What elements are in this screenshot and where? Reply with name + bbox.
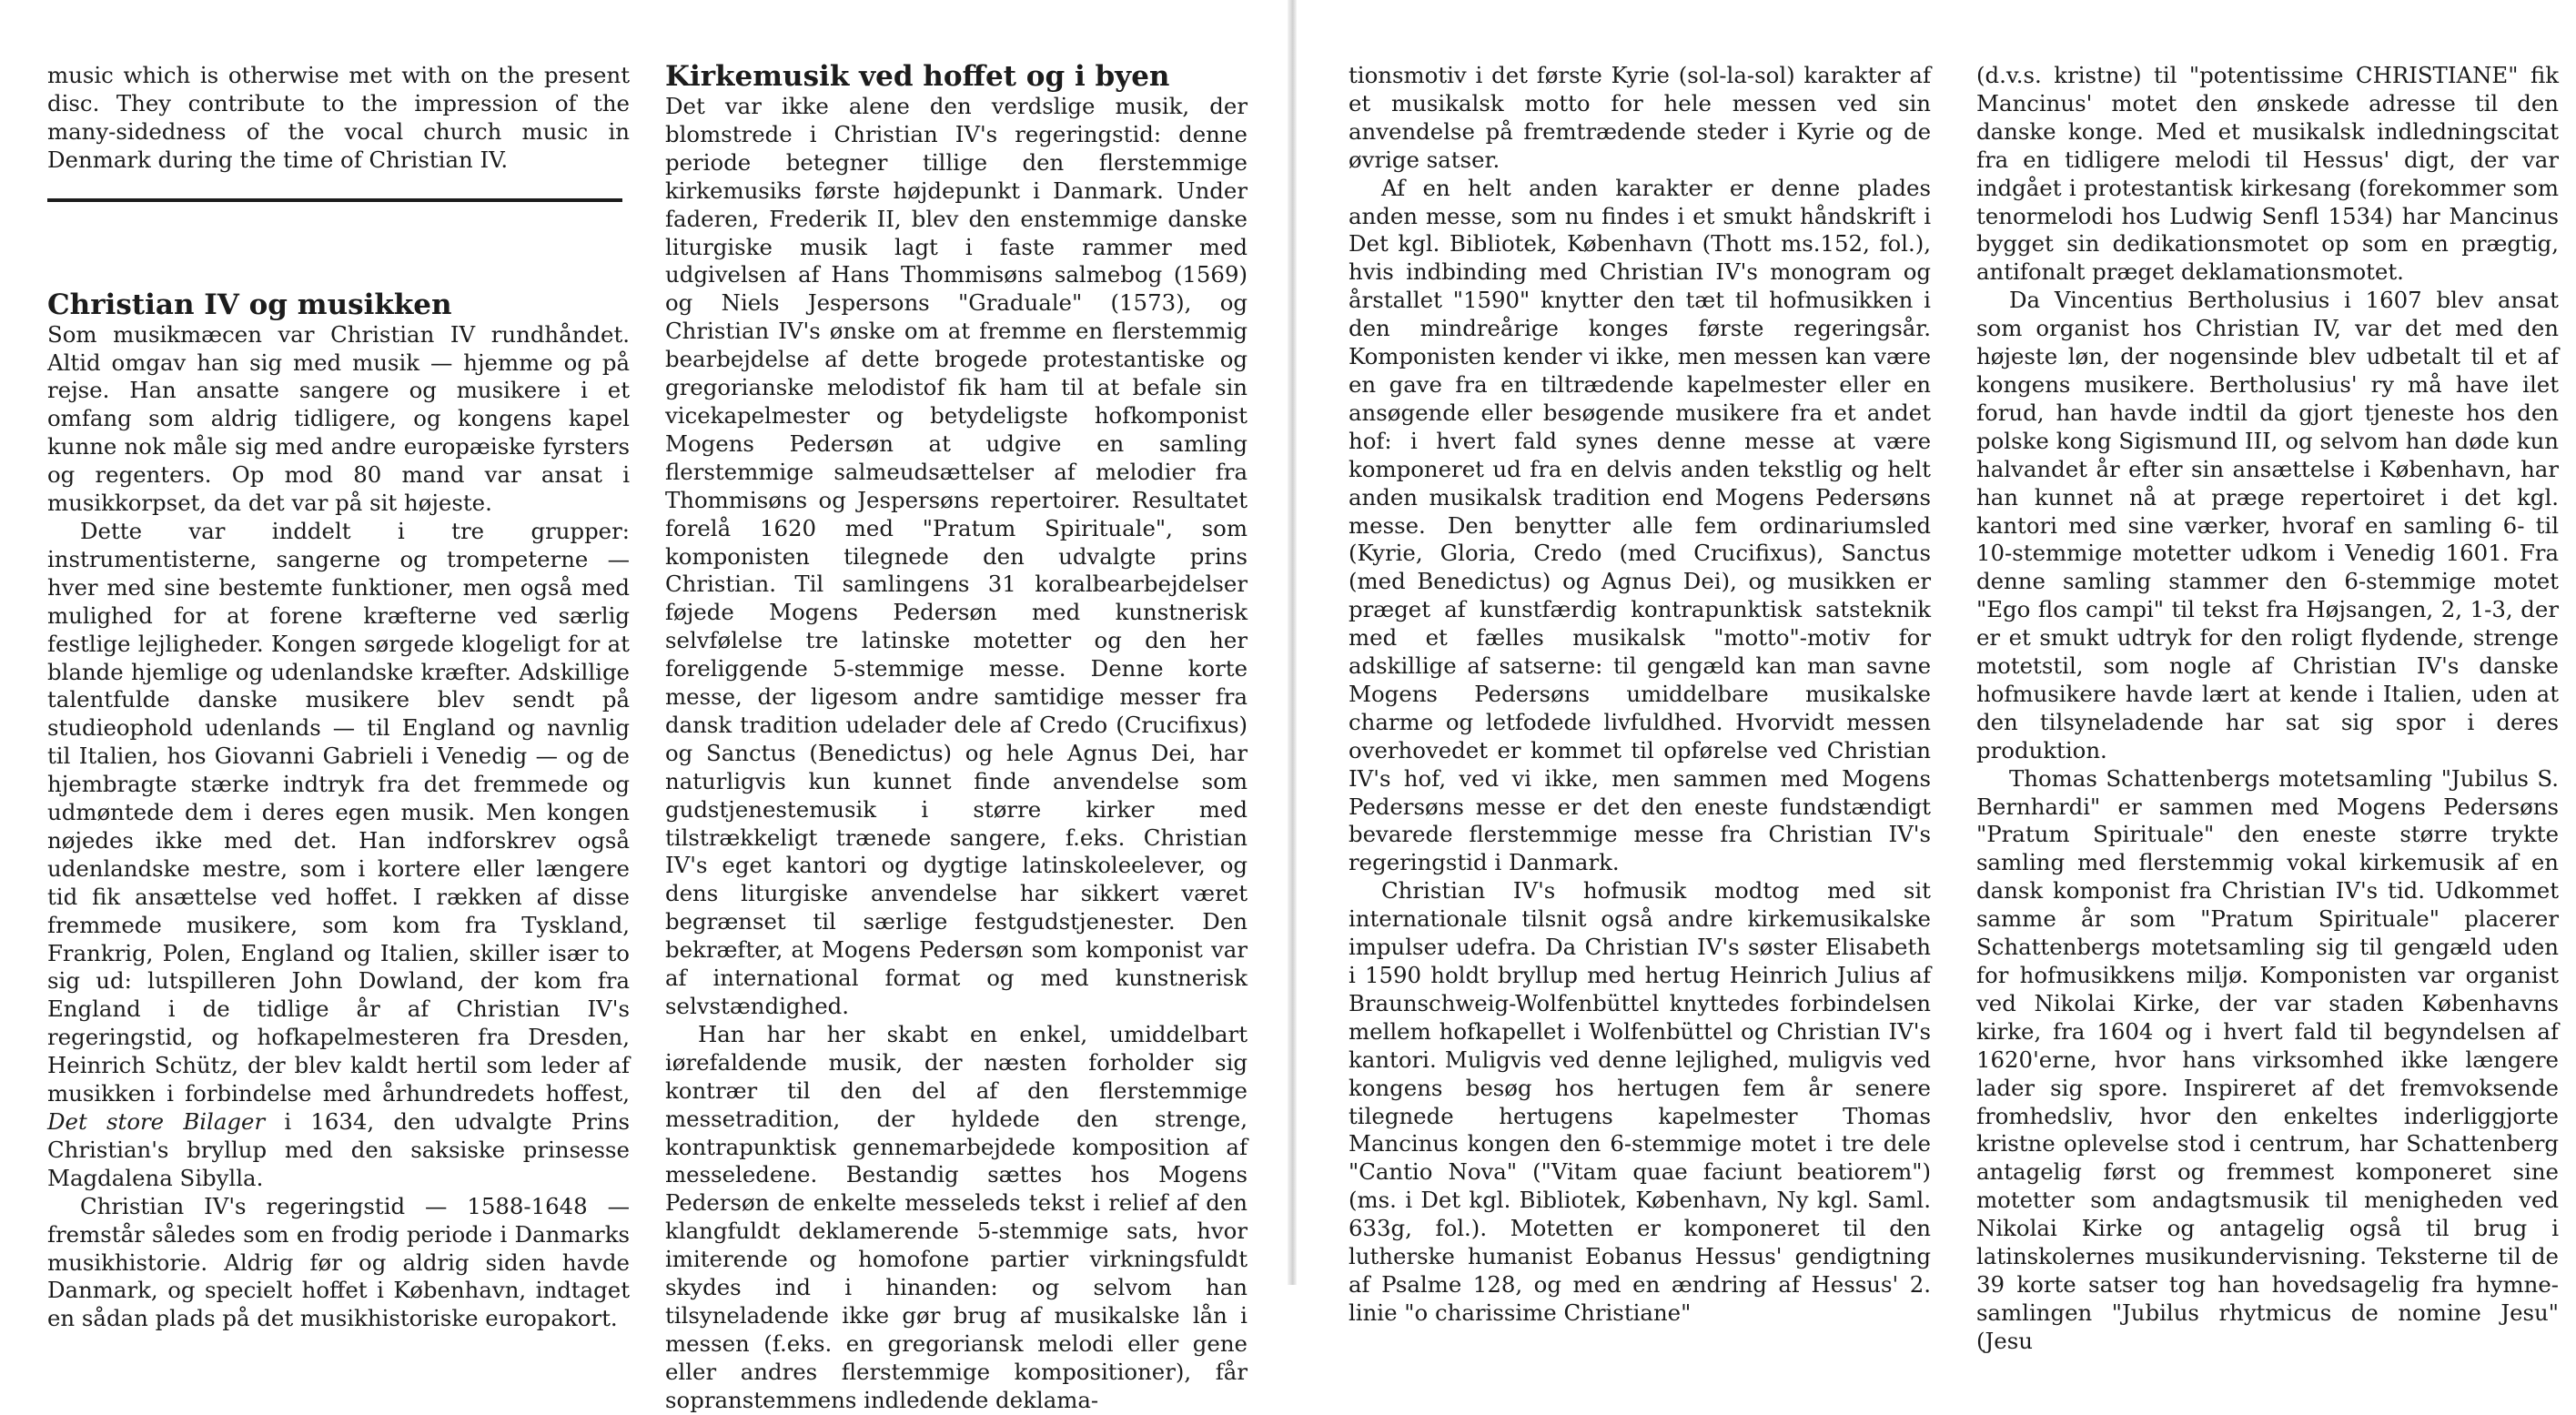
section-heading-kirkemusik: Kirkemusik ved hoffet og i byen bbox=[665, 60, 1170, 93]
section-divider bbox=[47, 198, 622, 202]
paragraph: tionsmotiv i det første Kyrie (sol-la-sol) karakter af et musikalsk motto for hele messen ved sin anvendelse på fremtrædende steder i Kyrie og de øvrige satser. bbox=[1349, 62, 1931, 173]
paragraph: Som musikmæcen var Christian IV rundhåndet. Altid omgav han sig med musik — hjemme og på rejse. Han ansatte sangere og musikere i et omfang som aldrig tidligere, og kongens kapel kunne nok måle sig med andre europæiske fyrsters og regenters. Op mod 80 mand var ansat i musikkorpset, da det var på sit højeste. bbox=[47, 320, 630, 517]
italic-title-det-store-bilager: Det store Bilager bbox=[47, 1108, 266, 1135]
paragraph: Christian IV's hofmusik modtog med sit internationale tilsnit også andre kirkemusikalske impulser udefra. Da Christian IV's søster Elisabeth i 1590 holdt bryllup med hertug Heinrich Julius af Braunschweig-Wolfenbüttel knyttedes forbindelsen mellem hofkapellet i Wolfenbüttel og Christian IV's kantori. Muligvis ved denne lejlighed, muligvis ved kongens besøg hos hertugen fem år senere tilegnede hertugens kapelmester Thomas Mancinus kongen den 6-stemmige motet i tre dele "Cantio Nova" ("Vitam quae faciunt beatiorem") (ms. i Det kgl. Bibliotek, København, Ny kgl. Saml. 633g, fol.). Motetten er komponeret til den lutherske humanist Eobanus Hessus' gendigtning af Psalme 128, og med en ændring af Hessus' 2. linie "o charissime Christiane" bbox=[1349, 877, 1931, 1326]
column-3 bbox=[1349, 62, 1931, 1326]
paragraph: (d.v.s. kristne) til "potentissime CHRISTIANE" fik Mancinus' motet den ønskede adresse til den danske konge. Med et musikalsk indledningscitat fra en tidligere melodi til Hessus' digt, der var indgået i protestantisk kirkesang (forekommer som tenormelodi hos Ludwig Senfl 1534) har Mancinus bygget sin dedikationsmotet op som en prægtig, antifonalt præget deklamationsmotet. bbox=[1976, 62, 2559, 286]
paragraph: Han har her skabt en enkel, umiddelbart iørefaldende musik, der næsten forholder sig kontrær til den del af den flerstemmige messetradition, der hyldede den strenge, kontrapunktisk gennemarbejdede komposition af messeledene. Bestandig sættes hos Mogens Pedersøn de enkelte messeleds tekst i relief af den klangfuldt deklamerende 5-stemmige sats, hvor imiterende og homofone partier virkningsfuldt skydes ind i hinanden: og selvom han tilsyneladende ikke gør brug af musikalske lån i messen (f.eks. en gregoriansk melodi eller gene eller andres flerstemmige kompositioner), får sopranstemmens indledende deklama- bbox=[665, 1020, 1248, 1413]
paragraph: Thomas Schattenbergs motetsamling "Jubilus S. Bernhardi" er sammen med Mogens Pedersøns "Pratum Spirituale" den eneste større trykte samling med flerstemmig vokal kirkemusik af en dansk komponist fra Christian IV's tid. Udkommet samme år som "Pratum Spirituale" placerer Schattenbergs motetsamling sig til gengæld uden for hofmusikkens miljø. Komponisten var organist ved Nikolai Kirke, der var staden Københavns kirke, fra 1604 og i hvert fald til begyndelsen af 1620'erne, hvor hans virksomhed ikke længere lader sig spore. Inspireret af det fremvoksende fromhedsliv, hvor den enkeltes inderliggjorte kristne oplevelse stod i centrum, har Schattenberg antagelig først og fremmest komponeret sine motetter som andagtsmusik til menigheden ved Nikolai Kirke og antagelig også til brug i latinskolernes musikundervisning. Teksterne til de 39 korte satser tog han hovedsagelig fra hymne-samlingen "Jubilus rhytmicus de nomine Jesu" (Jesu bbox=[1976, 764, 2559, 1354]
section-heading-christian-iv: Christian IV og musikken bbox=[47, 288, 452, 321]
intro-paragraph: music which is otherwise met with on the present disc. They contribute to the impression of the many-sidedness of the vocal church music in Denmark during the time of Christian IV. bbox=[47, 62, 630, 173]
paragraph bbox=[47, 518, 630, 1193]
paragraph: Det var ikke alene den verdslige musik, der blomstrede i Christian IV's regeringstid: denne periode betegner tillige den flerstemmige kirkemusiks første højdepunkt i Danmark. Under faderen, Frederik II, blev den enstemmige danske liturgiske musik lagt i faste rammer med udgivelsen af Hans Thommisøns salmebog (1569) og Niels Jespersons "Graduale" (1573), og Christian IV's ønske om at fremme en flerstemmig bearbejdelse af dette brogede protestantiske og gregorianske melodistof fik ham til at befale sin vicekapelmester og betydeligste hofkomponist Mogens Pedersøn at udgive en samling flerstemmige salmeudsættelser af melodier fra Thommisøns og Jespersøns repertoirer. Resultatet forelå 1620 med "Pratum Spirituale", som komponisten tilegnede den udvalgte prins Christian. Til samlingens 31 koralbearbejdelser føjede Mogens Pedersøn med kunstnerisk selvfølelse tre latinske motetter og den her foreliggende 5-stemmige messe. Denne korte messe, der ligesom andre samtidige messer fra dansk tradition udelader dele af Credo (Crucifixus) og Sanctus (Benedictus) og hele Agnus Dei, har naturligvis kun kunnet finde anvendelse som gudstjenestemusik i større kirker med tilstrækkeligt trænede sangere, f.eks. Christian IV's eget kantori og dygtige latinskoleelever, og dens liturgiske anvendelse har sikkert været begrænset til særlige festgudstjenester. Den bekræfter, at Mogens Pedersøn som komponist var af international format og med kunstnerisk selvstændighed. bbox=[665, 93, 1248, 1019]
paragraph: Da Vincentius Bertholusius i 1607 blev ansat som organist hos Christian IV, var det med den højeste løn, der nogensinde blev udbetalt til et af kongens musikere. Bertholusius' ry må have ilet forud, han havde indtil da gjort tjeneste hos den polske kong Sigismund III, og selvom han døde kun halvandet år efter sin ansættelse i København, har han kunnet nå at præge repertoiret i det kgl. kantori med sine værker, hvoraf en samling 6- til 10-stemmige motetter udkom i Venedig 1601. Fra denne samling stammer den 6-stemmige motet "Ego flos campi" til tekst fra Højsangen, 2, 1-3, der er et smukt udtryk for den roligt flydende, strenge motetstil, som nogle af Christian IV's danske hofmusikere havde lært at kende i Italien, uden at den tilsyneladende har sat sig spor i deres produktion. bbox=[1976, 287, 2559, 763]
column-2 bbox=[665, 60, 1248, 1413]
paragraph-text: i 1634, den udvalgte Prins Christian's bryllup med den saksiske prinsesse Magdalena Sibylla. bbox=[47, 1108, 630, 1191]
column-1 bbox=[47, 62, 630, 1332]
column-4 bbox=[1976, 62, 2559, 1354]
paragraph: Af en helt anden karakter er denne plades anden messe, som nu findes i et smukt håndskrift i Det kgl. Bibliotek, København (Thott ms.152, fol.), hvis indbinding med Christian IV's monogram og årstallet "1590" knytter den tæt til hofmusikken i den mindreårige konges første regeringsår. Komponisten kender vi ikke, men messen kan være en gave fra en tiltrædende kapelmester eller en ansøgende eller besøgende musikere fra et andet hof: i hvert fald synes denne messe at være komponeret ud fra en delvis anden tekstlig og helt anden musikalsk tradition end Mogens Pedersøns messe. Den benytter alle fem ordinariumsled (Kyrie, Gloria, Credo (med Crucifixus), Sanctus (med Benedictus) og Agnus Dei), og musikken er præget af kunstfærdig kontrapunktisk satsteknik med et fælles musikalsk "motto"-motiv for adskillige af satserne: til gengæld kan man savne Mogens Pedersøns umiddelbare musikalske charme og letfodede livfuldhed. Hvorvidt messen overhovedet er kommet til opførelse ved Christian IV's hof, ved vi ikke, men sammen med Mogens Pedersøns messe er det den eneste fundstændigt bevarede flerstemmige messe fra Christian IV's regeringstid i Danmark. bbox=[1349, 174, 1931, 876]
right-page bbox=[1292, 0, 2576, 1354]
paragraph: Christian IV's regeringstid — 1588-1648 — fremstår således som en frodig periode i Danmarks musikhistorie. Aldrig før og aldrig siden havde Danmark, og specielt hoffet i København, indtaget en sådan plads på det musikhistoriske europakort. bbox=[47, 1192, 630, 1332]
paragraph-text: Dette var inddelt i tre grupper: instrumentisterne, sangerne og trompeterne — hver med sine bestemte funktioner, men også med mulighed for at forene kræfterne ved særlig festlige lejligheder. Kongen sørgede klogeligt for at blande hjemlige og udenlandske kræfter. Adskillige talentfulde danske musikere blev sendt på studieophold udenlands — til England og navnlig til Italien, hos Giovanni Gabrieli i Venedig — og de hjembragte stærke indtryk fra det fremmede og udmøntede dem i deres egen musik. Men kongen nøjedes ikke med det. Han indforskrev også udenlandske mestre, som i kortere eller længere tid fik ansættelse ved hoffet. I rækken af disse fremmede musikere, som kom fra Tyskland, Frankrig, Polen, England og Italien, skiller især to sig ud: lutspilleren John Dowland, der kom fra England i de tidlige år af Christian IV's regeringstid, og hofkapelmesteren fra Dresden, Heinrich Schütz, der blev kaldt hertil som leder af musikken i forbindelse med århundredets hoffest, bbox=[47, 517, 630, 1107]
